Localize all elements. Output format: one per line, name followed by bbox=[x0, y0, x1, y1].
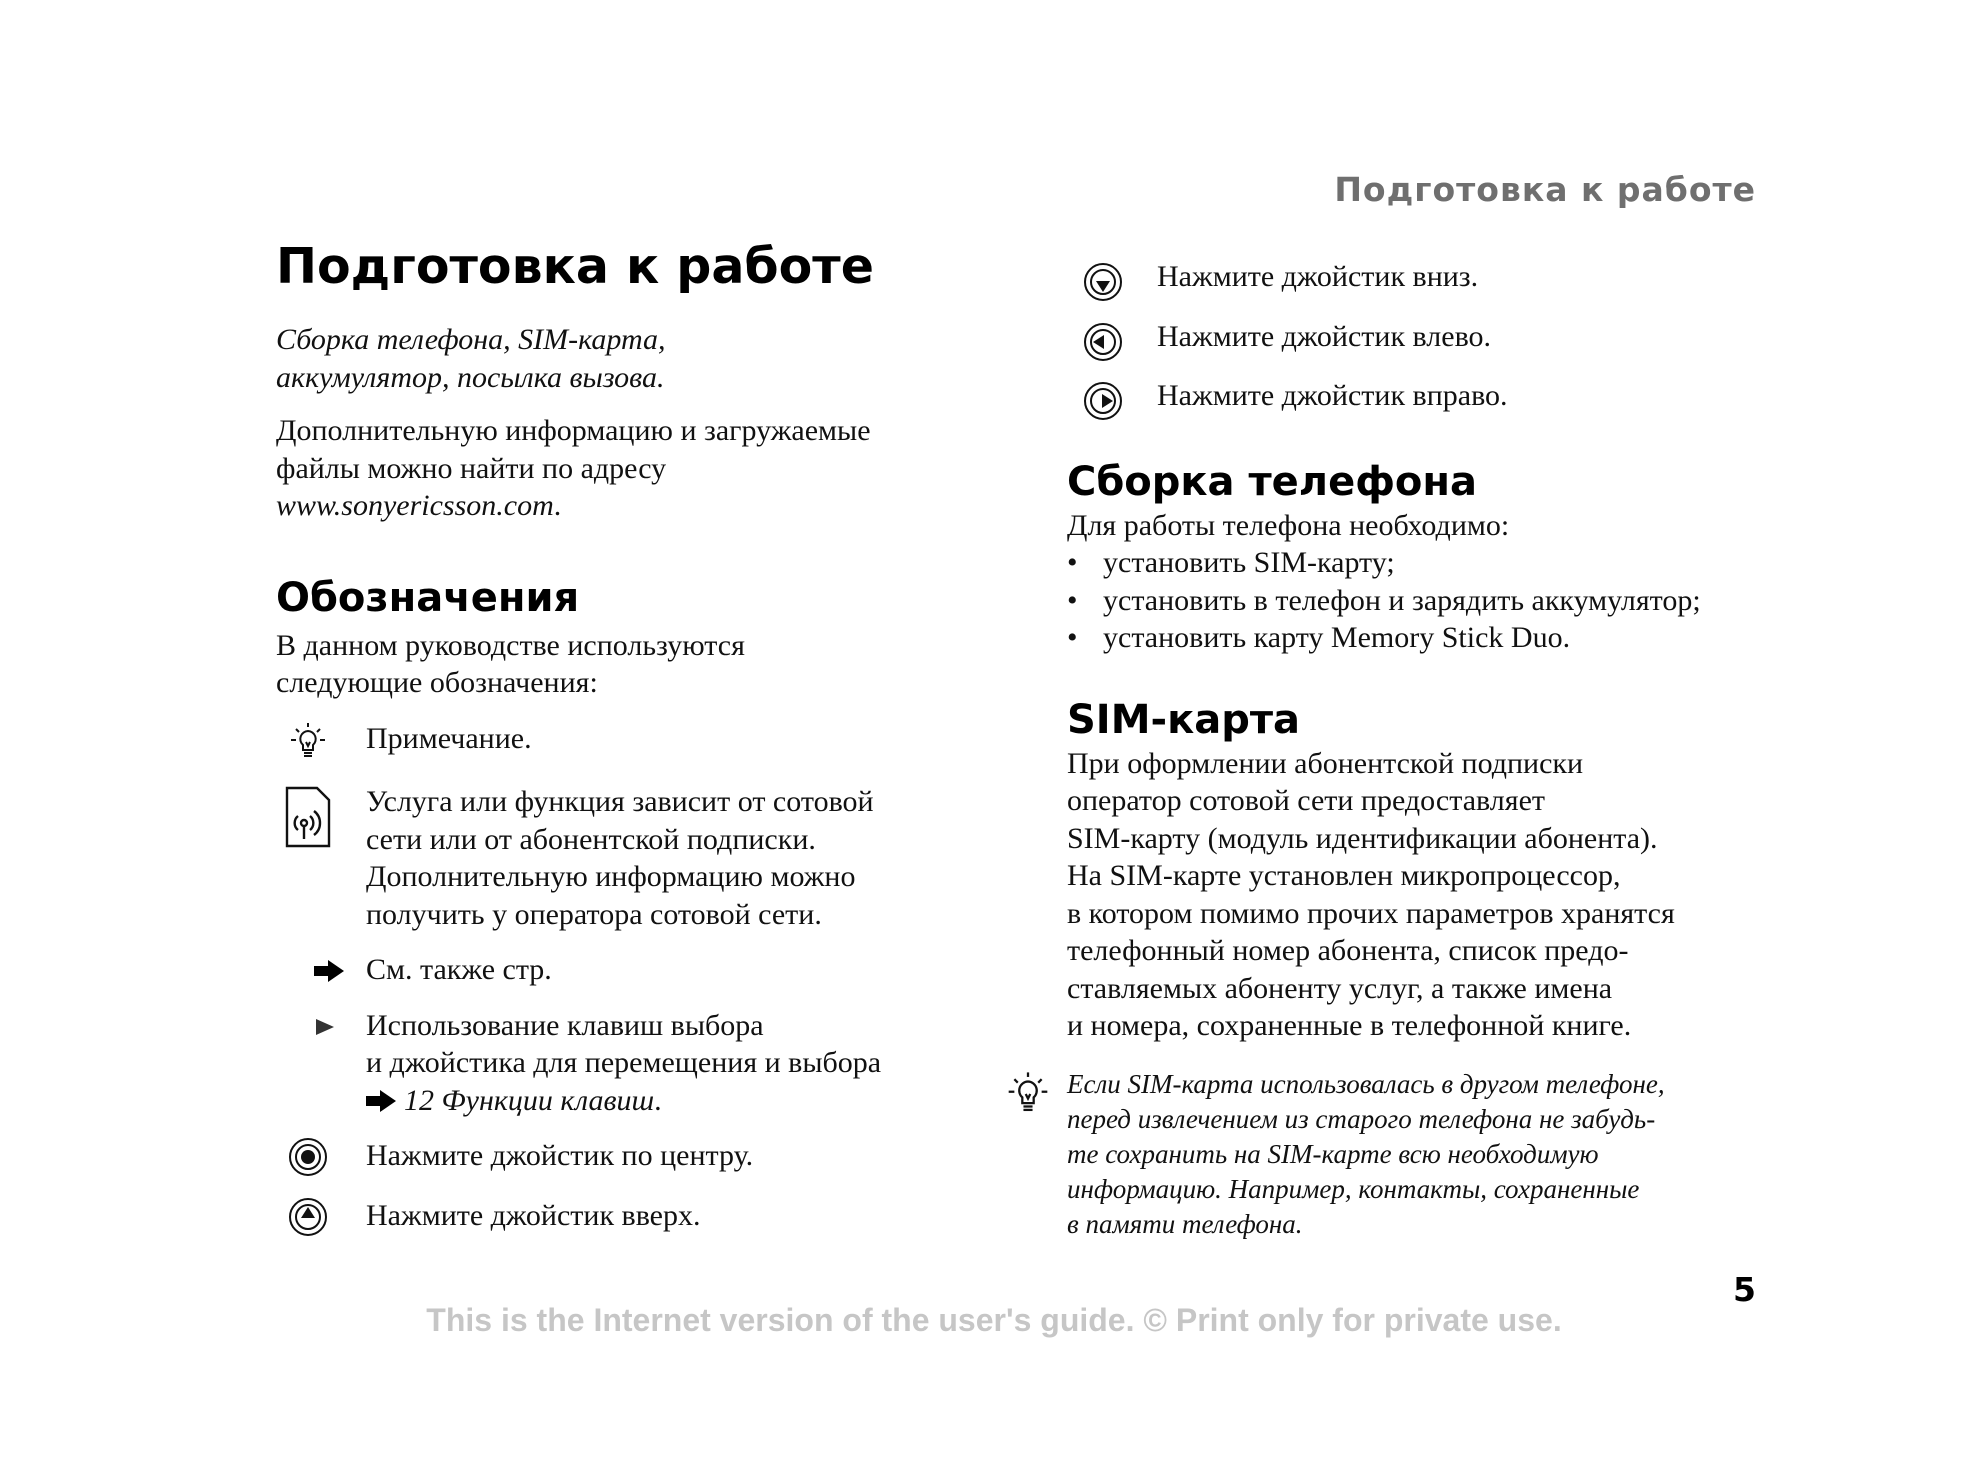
see-also-arrow-icon bbox=[314, 960, 344, 982]
joystick-text: Нажмите джойстик вниз. bbox=[1157, 260, 1479, 293]
symbol-text: См. также стр. bbox=[366, 953, 552, 986]
see-also-arrow-icon bbox=[366, 1090, 396, 1112]
joystick-center-icon bbox=[286, 1135, 330, 1179]
page-reference-link[interactable]: 12 Функции клавиш bbox=[404, 1083, 655, 1117]
right-column bbox=[1067, 258, 1767, 1242]
symbols-intro-line: В данном руководстве используются bbox=[276, 628, 745, 662]
bullet-marker: • bbox=[1067, 621, 1078, 654]
sim-tip bbox=[1067, 1067, 1767, 1242]
symbol-text: Нажмите джойстик по центру. bbox=[366, 1139, 754, 1172]
page-title: Подготовка к работе bbox=[276, 238, 874, 295]
list-item bbox=[1067, 619, 1767, 657]
symbol-ref-line bbox=[366, 1082, 976, 1120]
subtitle-line: аккумулятор, посылка вызова. bbox=[276, 360, 665, 394]
sim-line: в котором помимо прочих параметров хранятся bbox=[1067, 896, 1675, 930]
symbol-joystick-center-row bbox=[276, 1137, 976, 1175]
sim-line: ставляемых абоненту услуг, а также имена bbox=[1067, 971, 1613, 1005]
symbol-text: Нажмите джойстик вверх. bbox=[366, 1198, 701, 1232]
symbol-text: Использование клавиш выбора bbox=[366, 1008, 764, 1042]
tip-line: Если SIM-карта использовалась в другом телефоне, bbox=[1067, 1068, 1665, 1099]
symbol-network-row bbox=[276, 783, 976, 933]
assembly-intro: Для работы телефона необходимо: bbox=[1067, 508, 1510, 542]
website-link[interactable]: www.sonyericsson.com bbox=[276, 489, 554, 522]
tip-line: в памяти телефона. bbox=[1067, 1208, 1303, 1239]
lightbulb-note-icon bbox=[1003, 1069, 1053, 1119]
list-item-text: установить карту Memory Stick Duo. bbox=[1103, 621, 1571, 654]
symbol-note-row bbox=[276, 720, 976, 758]
sim-line: оператор сотовой сети предоставляет bbox=[1067, 784, 1545, 817]
symbols-intro bbox=[276, 627, 976, 702]
symbol-text: Дополнительную информацию можно bbox=[366, 860, 856, 893]
joystick-down-icon bbox=[1081, 260, 1125, 304]
joystick-left-row bbox=[1067, 318, 1767, 356]
symbol-keys-row bbox=[276, 1007, 976, 1120]
lightbulb-note-icon bbox=[286, 720, 330, 764]
joystick-up-icon bbox=[286, 1195, 330, 1239]
symbol-text: сети или от абонентской подписки. bbox=[366, 822, 816, 856]
subtitle-line: Сборка телефона, SIM-карта, bbox=[276, 323, 666, 356]
joystick-down-row bbox=[1067, 258, 1767, 296]
tip-line: те сохранить на SIM-карте всю необходимую bbox=[1067, 1138, 1599, 1169]
sim-line: SIM-карту (модуль идентификации абонента). bbox=[1067, 821, 1658, 855]
sim-line: На SIM-карте установлен микропроцессор, bbox=[1067, 859, 1621, 892]
joystick-text: Нажмите джойстик влево. bbox=[1157, 319, 1492, 353]
symbol-text: Примечание. bbox=[366, 721, 532, 755]
ref-suffix: . bbox=[654, 1083, 662, 1117]
list-item-text: установить SIM-карту; bbox=[1103, 546, 1395, 579]
list-item bbox=[1067, 544, 1767, 582]
url-suffix: . bbox=[553, 489, 562, 522]
subtitle bbox=[276, 321, 976, 396]
symbol-text: Услуга или функция зависит от сотовой bbox=[366, 785, 874, 818]
joystick-left-icon bbox=[1081, 320, 1125, 364]
list-item bbox=[1067, 582, 1767, 620]
bullet-marker: • bbox=[1067, 546, 1078, 579]
joystick-right-icon bbox=[1081, 379, 1125, 423]
symbol-joystick-up-row bbox=[276, 1197, 976, 1235]
bullet-marker: • bbox=[1067, 583, 1078, 617]
running-header: Подготовка к работе bbox=[1334, 170, 1756, 209]
joystick-right-row bbox=[1067, 377, 1767, 415]
symbol-text: получить у оператора сотовой сети. bbox=[366, 897, 822, 931]
symbol-see-also-row bbox=[276, 951, 976, 989]
tip-line: информацию. Например, контакты, сохраненные bbox=[1067, 1173, 1640, 1204]
sim-line: и номера, сохраненные в телефонной книге. bbox=[1067, 1009, 1632, 1042]
symbols-heading: Обозначения bbox=[276, 574, 580, 621]
intro-paragraph bbox=[276, 412, 976, 525]
left-column bbox=[276, 235, 976, 1234]
tip-line: перед извлечением из старого телефона не забудь- bbox=[1067, 1103, 1656, 1134]
intro-url-line bbox=[276, 487, 976, 525]
symbols-intro-line: следующие обозначения: bbox=[276, 666, 598, 699]
footer-note: This is the Internet version of the user's guide. © Print only for private use. bbox=[426, 1302, 1562, 1338]
assembly-heading: Сборка телефона bbox=[1067, 458, 1477, 505]
sim-line: При оформлении абонентской подписки bbox=[1067, 746, 1584, 780]
symbol-text: и джойстика для перемещения и выбора bbox=[366, 1046, 882, 1079]
intro-line: файлы можно найти по адресу bbox=[276, 451, 667, 485]
intro-line: Дополнительную информацию и загружаемые bbox=[276, 414, 871, 447]
sim-line: телефонный номер абонента, список предо- bbox=[1067, 934, 1629, 967]
triangle-pointer-icon bbox=[316, 1019, 334, 1035]
list-item-text: установить в телефон и зарядить аккумулятор; bbox=[1103, 583, 1701, 617]
sim-paragraph bbox=[1067, 745, 1767, 1045]
network-service-icon bbox=[284, 785, 332, 849]
sim-heading: SIM-карта bbox=[1067, 696, 1301, 743]
assembly-list bbox=[1067, 544, 1767, 657]
joystick-text: Нажмите джойстик вправо. bbox=[1157, 379, 1508, 412]
page-number: 5 bbox=[1733, 1270, 1756, 1309]
